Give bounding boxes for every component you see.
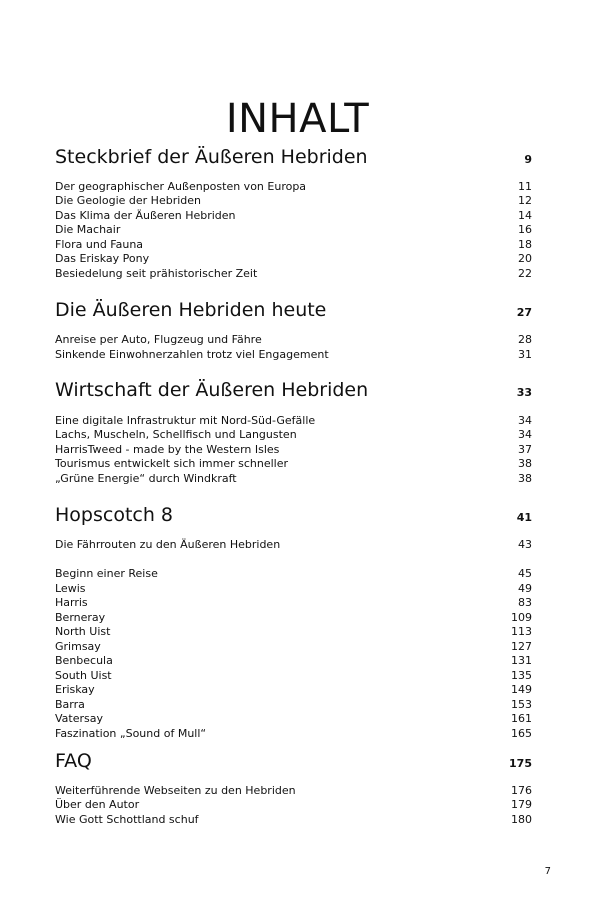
entry-title: Eine digitale Infrastruktur mit Nord-Süd-Gefälle [55, 414, 316, 427]
toc-entry [55, 712, 532, 726]
entry-page-number: 31 [518, 348, 532, 361]
toc-entry [55, 798, 532, 812]
toc-entry [55, 194, 532, 208]
section-page-number: 33 [516, 386, 532, 399]
entry-page-number: 127 [511, 640, 532, 653]
entry-page-number: 45 [518, 567, 532, 580]
toc-entry [55, 443, 532, 457]
toc-entry [55, 669, 532, 683]
entry-title: Die Geologie der Hebriden [55, 194, 201, 207]
toc-entry [55, 472, 532, 486]
entry-title: Wie Gott Schottland schuf [55, 813, 199, 826]
entry-page-number: 109 [511, 611, 532, 624]
entry-title: Lachs, Muscheln, Schellfisch und Langusten [55, 428, 297, 441]
toc-entry [55, 348, 532, 362]
section-page-number: 27 [516, 306, 532, 319]
entry-page-number: 176 [511, 784, 532, 797]
toc-entry [55, 683, 532, 697]
entry-page-number: 165 [511, 727, 532, 740]
toc-entry [55, 414, 532, 428]
entry-title: North Uist [55, 625, 111, 638]
entry-page-number: 113 [511, 625, 532, 638]
entry-title: Vatersay [55, 712, 103, 725]
entry-title: Besiedelung seit prähistorischer Zeit [55, 267, 258, 280]
toc-section-heading [55, 299, 532, 321]
entry-title: Der geographischer Außenposten von Europa [55, 180, 307, 193]
toc-entry [55, 180, 532, 194]
entry-page-number: 37 [518, 443, 532, 456]
toc-entry [55, 252, 532, 266]
toc-section-heading [55, 379, 532, 401]
toc-entry [55, 223, 532, 237]
toc-entry [55, 267, 532, 281]
entry-title: Über den Autor [55, 798, 140, 811]
toc-entry [55, 238, 532, 252]
toc-section-heading [55, 750, 532, 772]
entry-page-number: 131 [511, 654, 532, 667]
page-number: 7 [544, 866, 551, 877]
toc-entry [55, 611, 532, 625]
entry-page-number: 153 [511, 698, 532, 711]
section-page-number: 175 [509, 757, 532, 770]
entry-page-number: 34 [518, 428, 532, 441]
section-page-number: 41 [516, 511, 532, 524]
toc-entry [55, 333, 532, 347]
entry-title: Sinkende Einwohnerzahlen trotz viel Engagement [55, 348, 329, 361]
toc-entry [55, 428, 532, 442]
entry-page-number: 11 [518, 180, 532, 193]
toc-entry [55, 654, 532, 668]
toc-entry [55, 813, 532, 827]
entry-page-number: 180 [511, 813, 532, 826]
entry-title: Grimsay [55, 640, 101, 653]
entry-page-number: 38 [518, 457, 532, 470]
entry-title: Tourismus entwickelt sich immer schneller [55, 457, 289, 470]
entry-page-number: 28 [518, 333, 532, 346]
toc-entry [55, 596, 532, 610]
entry-page-number: 22 [518, 267, 532, 280]
toc-entry [55, 784, 532, 798]
entry-page-number: 161 [511, 712, 532, 725]
entry-title: Flora und Fauna [55, 238, 144, 251]
toc-entry [55, 209, 532, 223]
entry-page-number: 20 [518, 252, 532, 265]
entry-page-number: 18 [518, 238, 532, 251]
section-title: FAQ [55, 750, 92, 772]
toc-entry [55, 457, 532, 471]
toc-entry [55, 538, 532, 552]
entry-page-number: 16 [518, 223, 532, 236]
entry-title: Faszination „Sound of Mull“ [55, 727, 207, 740]
toc-entry [55, 625, 532, 639]
entry-title: Weiterführende Webseiten zu den Hebriden [55, 784, 296, 797]
entry-title: Harris [55, 596, 88, 609]
toc-entry [55, 582, 532, 596]
entry-title: „Grüne Energie“ durch Windkraft [55, 472, 237, 485]
entry-title: Eriskay [55, 683, 95, 696]
section-title: Steckbrief der Äußeren Hebriden [55, 146, 368, 168]
entry-title: Barra [55, 698, 85, 711]
entry-page-number: 34 [518, 414, 532, 427]
entry-title: HarrisTweed - made by the Western Isles [55, 443, 280, 456]
entry-title: Berneray [55, 611, 106, 624]
entry-title: Die Machair [55, 223, 121, 236]
toc-entry [55, 567, 532, 581]
section-title: Die Äußeren Hebriden heute [55, 299, 327, 321]
entry-title: Das Klima der Äußeren Hebriden [55, 209, 236, 222]
page-title: INHALT [225, 95, 370, 142]
toc-section-heading [55, 504, 532, 526]
toc-entry [55, 727, 532, 741]
entry-title: Das Eriskay Pony [55, 252, 150, 265]
section-title: Wirtschaft der Äußeren Hebriden [55, 379, 369, 401]
entry-page-number: 14 [518, 209, 532, 222]
entry-title: Lewis [55, 582, 86, 595]
section-title: Hopscotch 8 [55, 504, 174, 526]
entry-page-number: 49 [518, 582, 532, 595]
entry-title: Die Fährrouten zu den Äußeren Hebriden [55, 538, 281, 551]
entry-page-number: 12 [518, 194, 532, 207]
section-page-number: 9 [524, 153, 532, 166]
entry-page-number: 179 [511, 798, 532, 811]
toc-section-heading [55, 146, 532, 168]
entry-page-number: 135 [511, 669, 532, 682]
toc-entry [55, 698, 532, 712]
entry-page-number: 38 [518, 472, 532, 485]
entry-title: Anreise per Auto, Flugzeug und Fähre [55, 333, 262, 346]
toc-entry [55, 640, 532, 654]
entry-page-number: 43 [518, 538, 532, 551]
entry-title: Benbecula [55, 654, 113, 667]
entry-title: South Uist [55, 669, 112, 682]
entry-page-number: 83 [518, 596, 532, 609]
entry-page-number: 149 [511, 683, 532, 696]
entry-title: Beginn einer Reise [55, 567, 158, 580]
